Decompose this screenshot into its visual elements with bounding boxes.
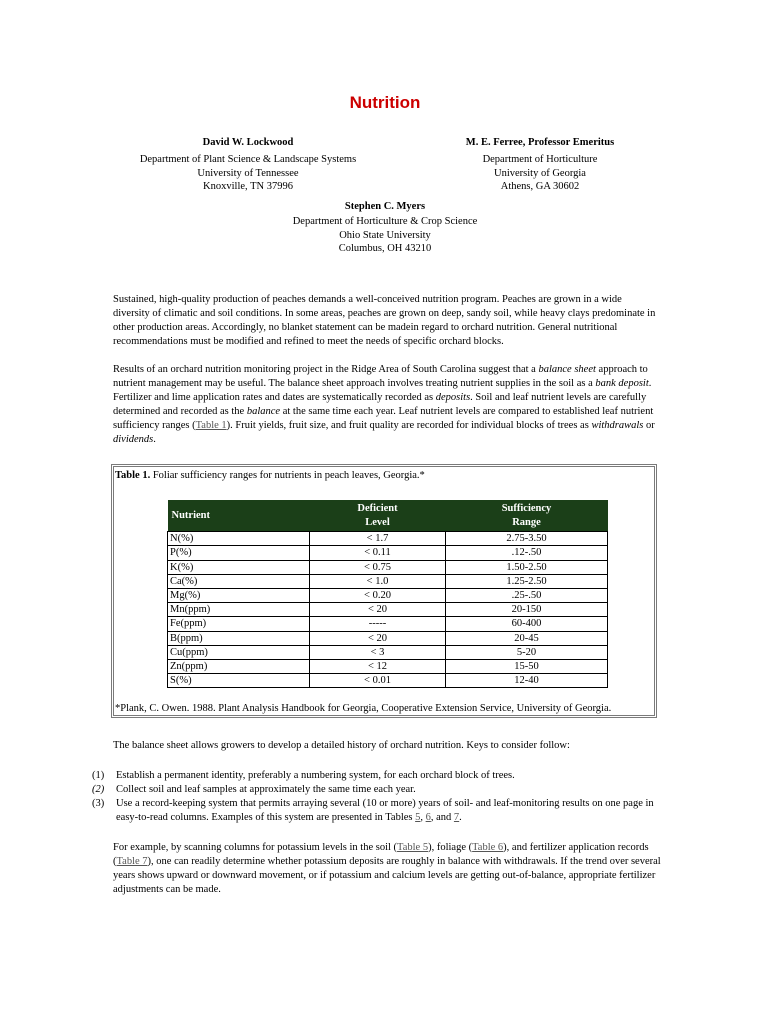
author-name: David W. Lockwood — [202, 137, 294, 148]
table-row — [168, 574, 608, 588]
list-item: (3) Use a record-keeping system that permits arraying several (10 or more) years of soil- and leaf-monitoring results on one page in easy-to-read columns. Examples of this system are presented in Tables 5, 6, and 7. — [92, 797, 654, 823]
sufficiency-cell: 1.25-2.50 — [446, 574, 608, 588]
term-balance: balance — [246, 405, 281, 417]
author-department: Department of Horticulture — [482, 154, 598, 166]
deficient-cell: < 20 — [310, 631, 446, 645]
table-row — [168, 589, 608, 603]
deficient-cell: < 0.20 — [310, 589, 446, 603]
table5-link[interactable]: 5 — [415, 811, 421, 823]
table6-link[interactable]: 6 — [425, 811, 431, 823]
deficient-cell: < 1.0 — [310, 574, 446, 588]
table-row — [168, 532, 608, 546]
nutrient-cell: S(%) — [168, 674, 310, 688]
deficient-cell: < 12 — [310, 660, 446, 674]
author-institution: University of Georgia — [494, 167, 586, 179]
author-institution: University of Tennessee — [197, 167, 299, 179]
nutrient-cell: Mg(%) — [168, 589, 310, 603]
author-block-ferree — [420, 136, 660, 194]
author-address: Athens, GA 30602 — [500, 181, 580, 193]
header-nutrient: Nutrient — [168, 500, 310, 532]
page-title: Nutrition — [349, 93, 421, 112]
table-row — [168, 560, 608, 574]
author-department: Department of Horticulture & Crop Science — [292, 216, 478, 228]
deficient-cell: < 20 — [310, 603, 446, 617]
table-row — [168, 617, 608, 631]
nutrient-cell: Cu(ppm) — [168, 645, 310, 659]
nutrient-cell: P(%) — [168, 546, 310, 560]
deficient-cell: ----- — [310, 617, 446, 631]
table-row — [168, 603, 608, 617]
nutrient-cell: Ca(%) — [168, 574, 310, 588]
sufficiency-cell: 1.50-2.50 — [446, 560, 608, 574]
sufficiency-cell: 5-20 — [446, 645, 608, 659]
table1-link[interactable]: Table 1 — [195, 419, 227, 431]
sufficiency-cell: .12-.50 — [446, 546, 608, 560]
nutrient-cell: N(%) — [168, 532, 310, 546]
term-bank-deposit: bank deposit — [595, 377, 649, 389]
author-address: Knoxville, TN 37996 — [203, 181, 293, 193]
sufficiency-cell: 20-150 — [446, 603, 608, 617]
author-address: Columbus, OH 43210 — [338, 243, 432, 255]
table1-caption: Table 1. Foliar sufficiency ranges for nutrients in peach leaves, Georgia.* — [115, 470, 425, 481]
author-name: Stephen C. Myers — [344, 201, 426, 212]
term-deposits: deposits — [435, 391, 471, 403]
term-dividends: dividends — [113, 433, 154, 445]
table-row — [168, 631, 608, 645]
keys-list — [92, 769, 672, 825]
list-item: (2) Collect soil and leaf samples at approximately the same time each year. — [92, 783, 416, 795]
keys-intro: The balance sheet allows growers to develop a detailed history of orchard nutrition. Keys to consider follow: — [113, 740, 570, 751]
balance-sheet-paragraph: Results of an orchard nutrition monitoring project in the Ridge Area of South Carolina suggest that a balance sheet approach to nutrient management may be useful. The balance sheet approach involves treating nutrient supplies in the soil as a bank deposit. Fertilizer and lime application rates and dates are systematically recorded as deposits. Soil and leaf nutrient levels are carefully determined and recorded as the balance at the same time each year. Leaf nutrient levels are compared to established leaf nutrient sufficiency ranges (Table 1). Fruit yields, fruit size, and fruit quality are recorded for individual blocks of trees as withdrawals or dividends. — [113, 364, 655, 445]
table-row — [168, 645, 608, 659]
nutrient-cell: B(ppm) — [168, 631, 310, 645]
sufficiency-cell: 15-50 — [446, 660, 608, 674]
sufficiency-cell: 2.75-3.50 — [446, 532, 608, 546]
table-row — [168, 674, 608, 688]
sufficiency-cell: .25-.50 — [446, 589, 608, 603]
deficient-cell: < 0.11 — [310, 546, 446, 560]
deficient-cell: < 0.75 — [310, 560, 446, 574]
potassium-paragraph: For example, by scanning columns for potassium levels in the soil (Table 5), foliage (Table 6), and fertilizer application records (Table 7), one can readily determine whether potassium deposits are roughly in balance with withdrawals. If the trend over several years shows upward or downward movement, or if potassium and calcium levels are getting out-of-balance, appropriate fertilizer adjustments can be made. — [113, 842, 661, 895]
author-name: M. E. Ferree, Professor Emeritus — [465, 137, 615, 148]
deficient-cell: < 1.7 — [310, 532, 446, 546]
nutrient-cell: Zn(ppm) — [168, 660, 310, 674]
author-block-lockwood — [120, 136, 376, 194]
table6-link[interactable]: Table 6 — [472, 842, 504, 853]
header-deficient: Deficient Level — [310, 500, 446, 532]
table5-link[interactable]: Table 5 — [397, 842, 429, 853]
term-balance-sheet: balance sheet — [538, 364, 596, 375]
nutrient-cell: K(%) — [168, 560, 310, 574]
nutrient-cell: Fe(ppm) — [168, 617, 310, 631]
list-item: (1) Establish a permanent identity, preferably a numbering system, for each orchard block of trees. — [92, 770, 515, 781]
author-institution: Ohio State University — [339, 229, 431, 241]
sufficiency-cell: 60-400 — [446, 617, 608, 631]
nutrient-cell: Mn(ppm) — [168, 603, 310, 617]
table-row — [168, 660, 608, 674]
deficient-cell: < 3 — [310, 645, 446, 659]
sufficiency-cell: 12-40 — [446, 674, 608, 688]
author-block-myers — [235, 200, 535, 256]
table7-link[interactable]: 7 — [453, 811, 460, 823]
nutrient-table — [167, 500, 608, 688]
table1-footnote: *Plank, C. Owen. 1988. Plant Analysis Handbook for Georgia, Cooperative Extension Service, University of Georgia. — [115, 703, 612, 714]
intro-paragraph: Sustained, high-quality production of peaches demands a well-conceived nutrition program. Peaches are grown in a wide diversity of climatic and soil conditions. In some areas, peaches are grown on deep, sandy soil, while heavy clays predominate in other production areas. Accordingly, no blanket statement can be madein regard to orchard nutrition. General nutritional recommendations must be modified and refined to meet the needs of specific orchard blocks. — [113, 294, 656, 347]
table-row — [168, 546, 608, 560]
term-withdrawals: withdrawals — [591, 419, 644, 431]
sufficiency-cell: 20-45 — [446, 631, 608, 645]
table7-link[interactable]: Table 7 — [116, 855, 148, 867]
author-department: Department of Plant Science & Landscape Systems — [139, 154, 357, 166]
deficient-cell: < 0.01 — [310, 674, 446, 688]
header-sufficiency: Sufficiency Range — [446, 500, 608, 532]
